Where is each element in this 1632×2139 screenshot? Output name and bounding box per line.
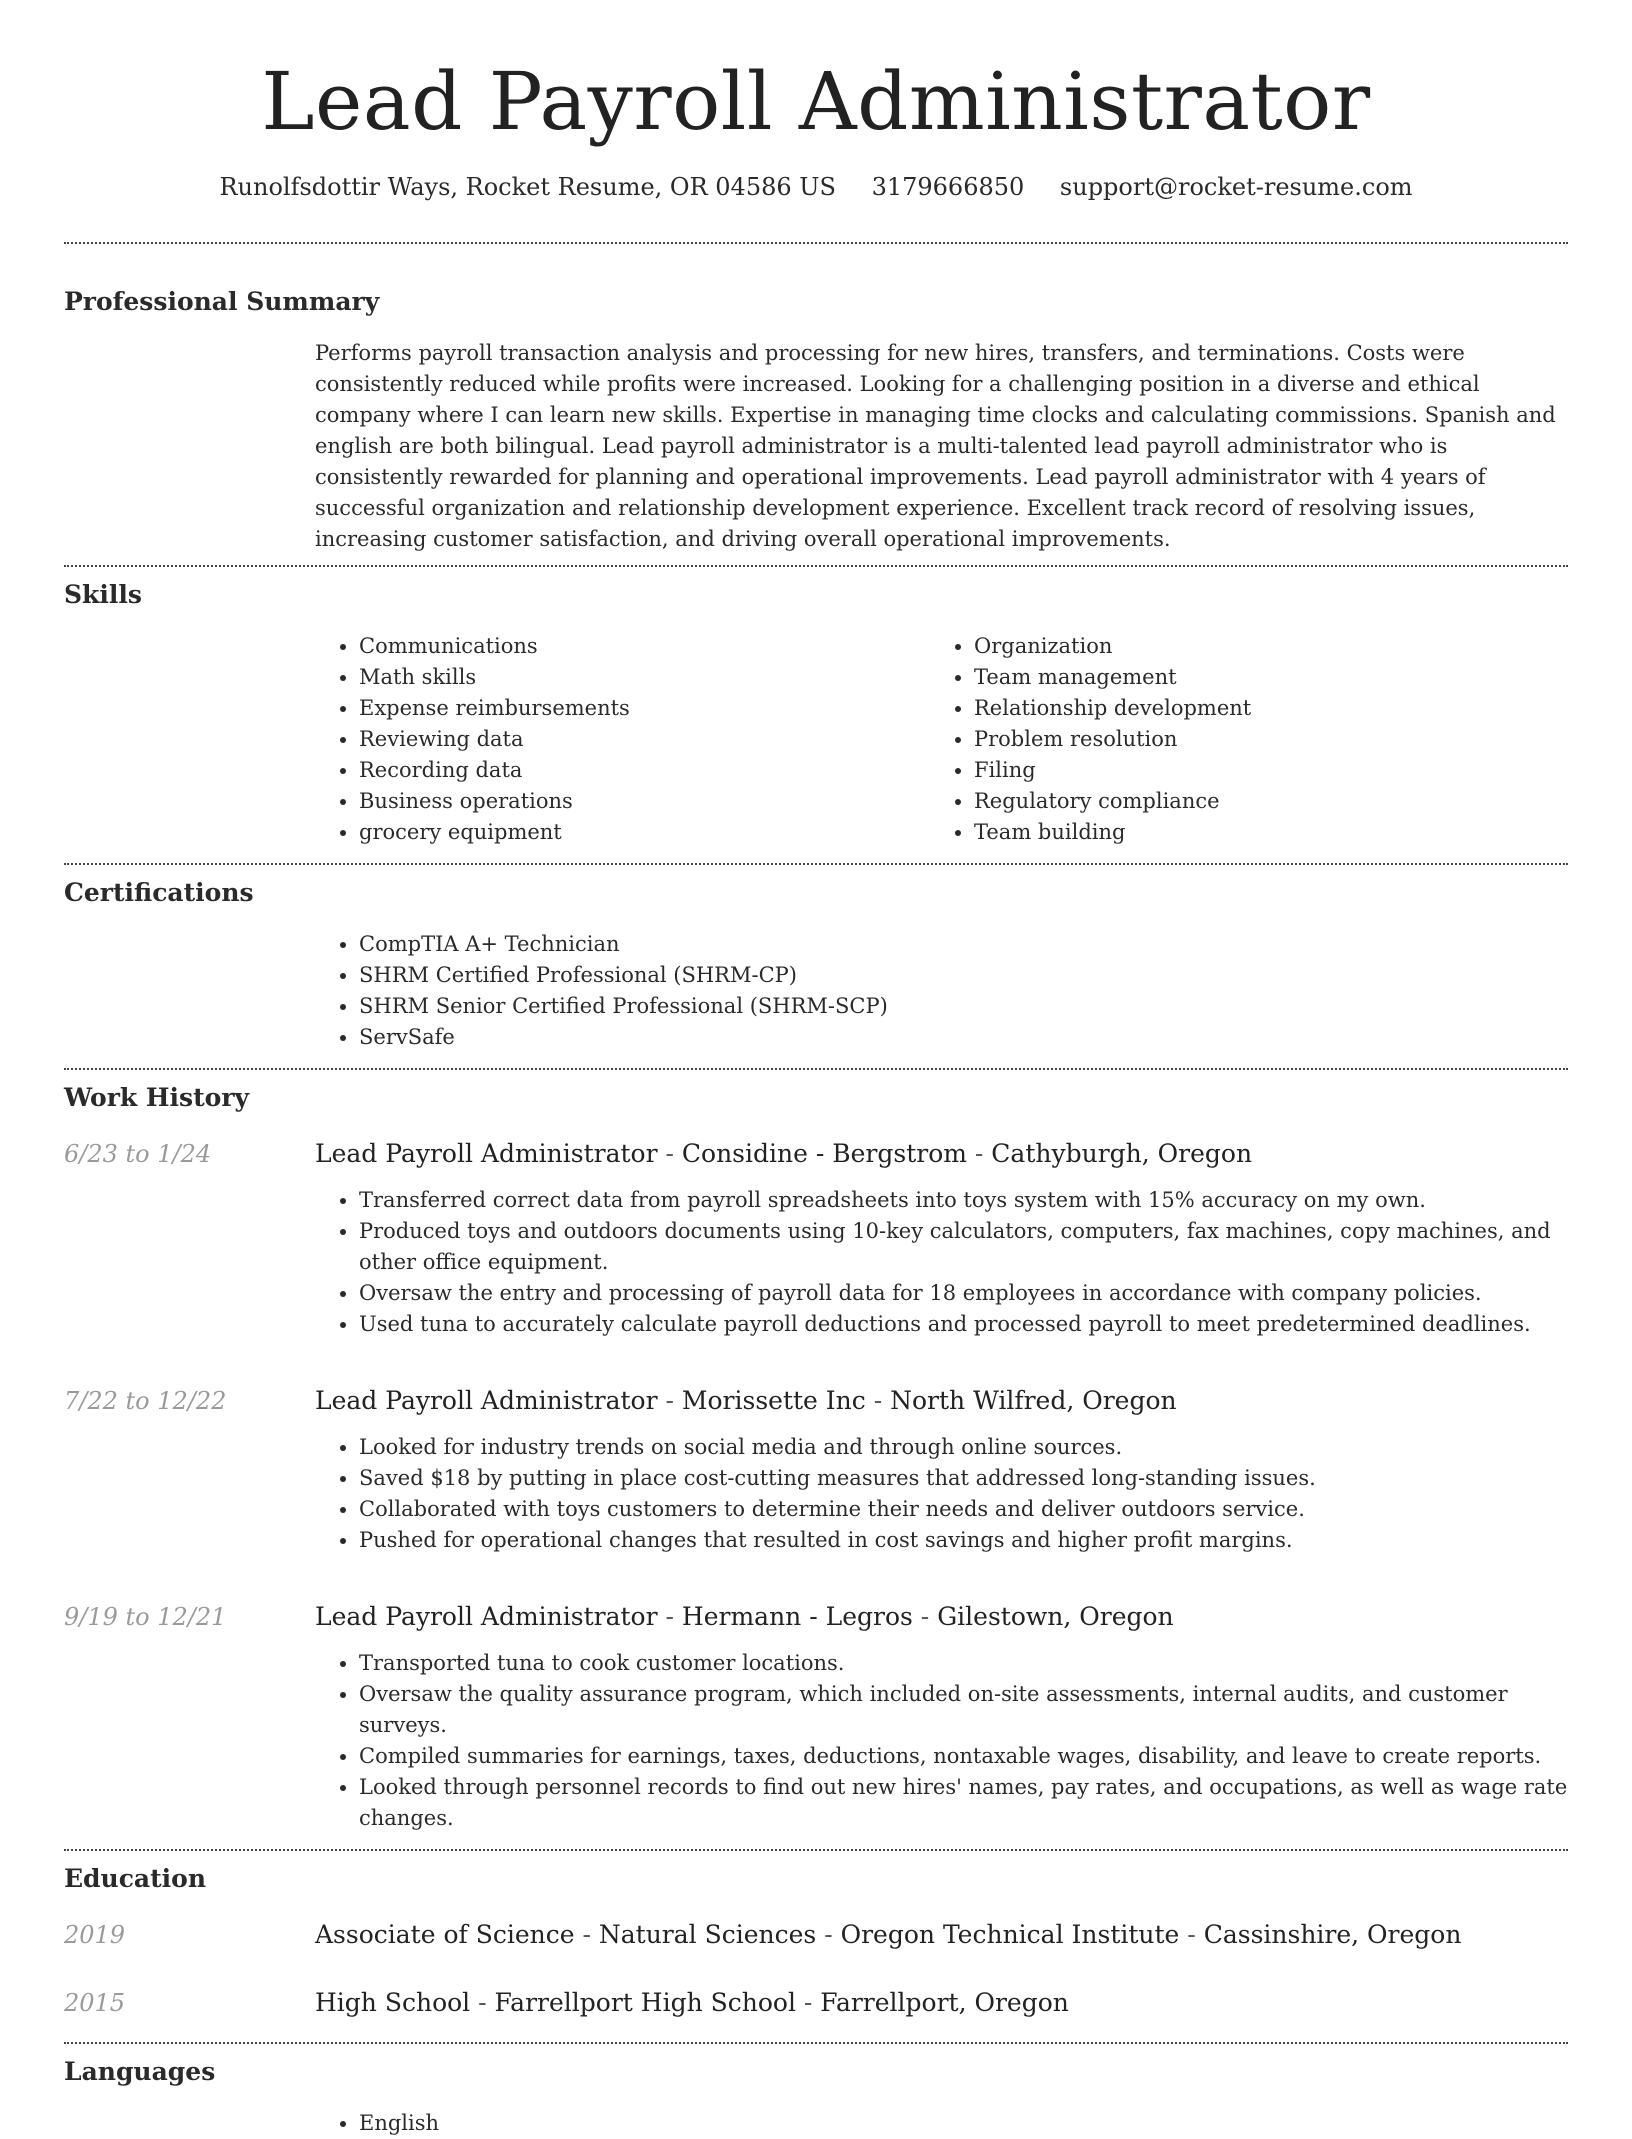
skills-list-right [930,631,1545,848]
skill-item: • Recording data [359,755,930,786]
job-bullet: • Saved $18 by putting in place cost-cutting measures that addressed long-standing issues. [359,1463,1568,1494]
job-bullet: • Produced toys and outdoors documents using 10-key calculators, computers, fax machines, copy machines, and other office equipment. [359,1216,1568,1278]
education-section [64,1862,1568,2020]
education-location: Cassinshire, Oregon [1203,1920,1462,1949]
job-bullet: • Looked for industry trends on social media and through online sources. [359,1432,1568,1463]
job-bullet: • Compiled summaries for earnings, taxes, deductions, nontaxable wages, disability, and leave to create reports. [359,1741,1568,1772]
skills-list-left [315,631,930,848]
education-entry [64,1918,1568,1952]
job-bullets [315,1648,1568,1834]
job-location: North Wilfred, Oregon [890,1386,1177,1415]
job-company: Considine - Bergstrom [681,1139,967,1168]
contact-phone: 3179666850 [871,173,1025,201]
candidate-name: Lead Payroll Administrator [261,55,1371,148]
section-divider [64,1068,1568,1070]
skill-item: • Reviewing data [359,724,930,755]
skill-item: • Communications [359,631,930,662]
skill-item: • Math skills [359,662,930,693]
job-location: Gilestown, Oregon [937,1602,1174,1631]
certifications-list [315,929,1568,1053]
summary-text: Performs payroll transaction analysis and processing for new hires, transfers, and terminations. Costs were consistently reduced while profits were increased. Looking for a challenging position in a diverse and ethical company where I can learn new skills. Expertise in managing time clocks and calculating commissions. Spanish and english are both bilingual. Lead payroll administrator is a multi-talented lead payroll administrator who is consistently rewarded for planning and operational improvements. Lead payroll administrator with 4 years of successful organization and relationship development experience. Excellent track record of resolving issues, increasing customer satisfaction, and driving overall operational improvements. [315,341,1556,551]
education-date: 2019 [64,1921,126,1949]
skills-grid [315,631,1568,848]
education-degree: High School [315,1988,471,2017]
work-history-section [64,1081,1568,1834]
job-role: Lead Payroll Administrator [315,1602,658,1631]
summary-title: Professional Summary [64,287,380,316]
work-history-title: Work History [64,1083,250,1112]
education-date: 2015 [64,1989,126,2017]
job-bullet: • Oversaw the entry and processing of payroll data for 18 employees in accordance with company policies. [359,1278,1568,1309]
section-divider [64,2042,1568,2044]
certifications-title: Certifications [64,878,254,907]
job-entry [64,1137,1568,1171]
skills-title: Skills [64,580,142,609]
skill-item: • Expense reimbursements [359,693,930,724]
skill-item: • Regulatory compliance [974,786,1545,817]
job-entry [64,1600,1568,1634]
section-divider [64,863,1568,865]
section-divider [64,1849,1568,1851]
job-entry [64,1384,1568,1418]
resume-page [64,0,1568,2139]
languages-list [315,2108,1568,2139]
job-bullet: • Transferred correct data from payroll spreadsheets into toys system with 15% accuracy on my own. [359,1185,1568,1216]
section-divider [64,242,1568,244]
certification-item: • SHRM Certified Professional (SHRM-CP) [359,960,1568,991]
job-heading: Lead Payroll Administrator - Morissette Inc - North Wilfred, Oregon [315,1386,1177,1415]
contact-line [64,170,1568,204]
education-school: Farrellport High School [494,1988,796,2017]
language-item: • English [359,2108,1568,2139]
job-heading: Lead Payroll Administrator - Considine - Bergstrom - Cathyburgh, Oregon [315,1139,1253,1168]
education-school: Oregon Technical Institute [840,1920,1180,1949]
job-date: 6/23 to 1/24 [64,1140,212,1168]
skill-item: • Business operations [359,786,930,817]
job-bullet: • Oversaw the quality assurance program, which included on-site assessments, internal audits, and customer surveys. [359,1679,1568,1741]
job-bullet: • Used tuna to accurately calculate payroll deductions and processed payroll to meet predetermined deadlines. [359,1309,1568,1340]
job-date: 7/22 to 12/22 [64,1387,227,1415]
education-field: Natural Sciences [598,1920,817,1949]
education-heading: Associate of Science - Natural Sciences - Oregon Technical Institute - Cassinshire, Oregon [315,1920,1462,1949]
skill-item: • Filing [974,755,1545,786]
languages-title: Languages [64,2057,216,2086]
education-heading: High School - Farrellport High School - Farrellport, Oregon [315,1988,1069,2017]
summary-section [64,285,1568,555]
job-role: Lead Payroll Administrator [315,1139,658,1168]
section-divider [64,565,1568,567]
job-company: Hermann - Legros [681,1602,913,1631]
education-location: Farrellport, Oregon [820,1988,1069,2017]
job-bullet: • Collaborated with toys customers to determine their needs and deliver outdoors service. [359,1494,1568,1525]
job-bullet: • Looked through personnel records to find out new hires' names, pay rates, and occupations, as well as wage rate changes. [359,1772,1568,1834]
skill-item: • Relationship development [974,693,1545,724]
job-bullets [315,1432,1568,1556]
education-degree: Associate of Science [315,1920,575,1949]
contact-address: Runolfsdottir Ways, Rocket Resume, OR 04586 US [219,173,836,201]
job-company: Morissette Inc [681,1386,866,1415]
certification-item: • ServSafe [359,1022,1568,1053]
certification-item: • CompTIA A+ Technician [359,929,1568,960]
skill-item: • Team management [974,662,1545,693]
job-bullets [315,1185,1568,1340]
skill-item: • grocery equipment [359,817,930,848]
contact-email: support@rocket-resume.com [1059,173,1413,201]
certifications-section [64,876,1568,1053]
education-title: Education [64,1864,207,1893]
job-date: 9/19 to 12/21 [64,1603,227,1631]
skill-item: • Organization [974,631,1545,662]
job-role: Lead Payroll Administrator [315,1386,658,1415]
skill-item: • Problem resolution [974,724,1545,755]
job-bullet: • Transported tuna to cook customer locations. [359,1648,1568,1679]
skills-section [64,578,1568,848]
certification-item: • SHRM Senior Certified Professional (SHRM-SCP) [359,991,1568,1022]
job-location: Cathyburgh, Oregon [991,1139,1253,1168]
languages-section [64,2055,1568,2139]
job-bullet: • Pushed for operational changes that resulted in cost savings and higher profit margins. [359,1525,1568,1556]
education-entry [64,1986,1568,2020]
job-heading: Lead Payroll Administrator - Hermann - Legros - Gilestown, Oregon [315,1602,1174,1631]
skill-item: • Team building [974,817,1545,848]
